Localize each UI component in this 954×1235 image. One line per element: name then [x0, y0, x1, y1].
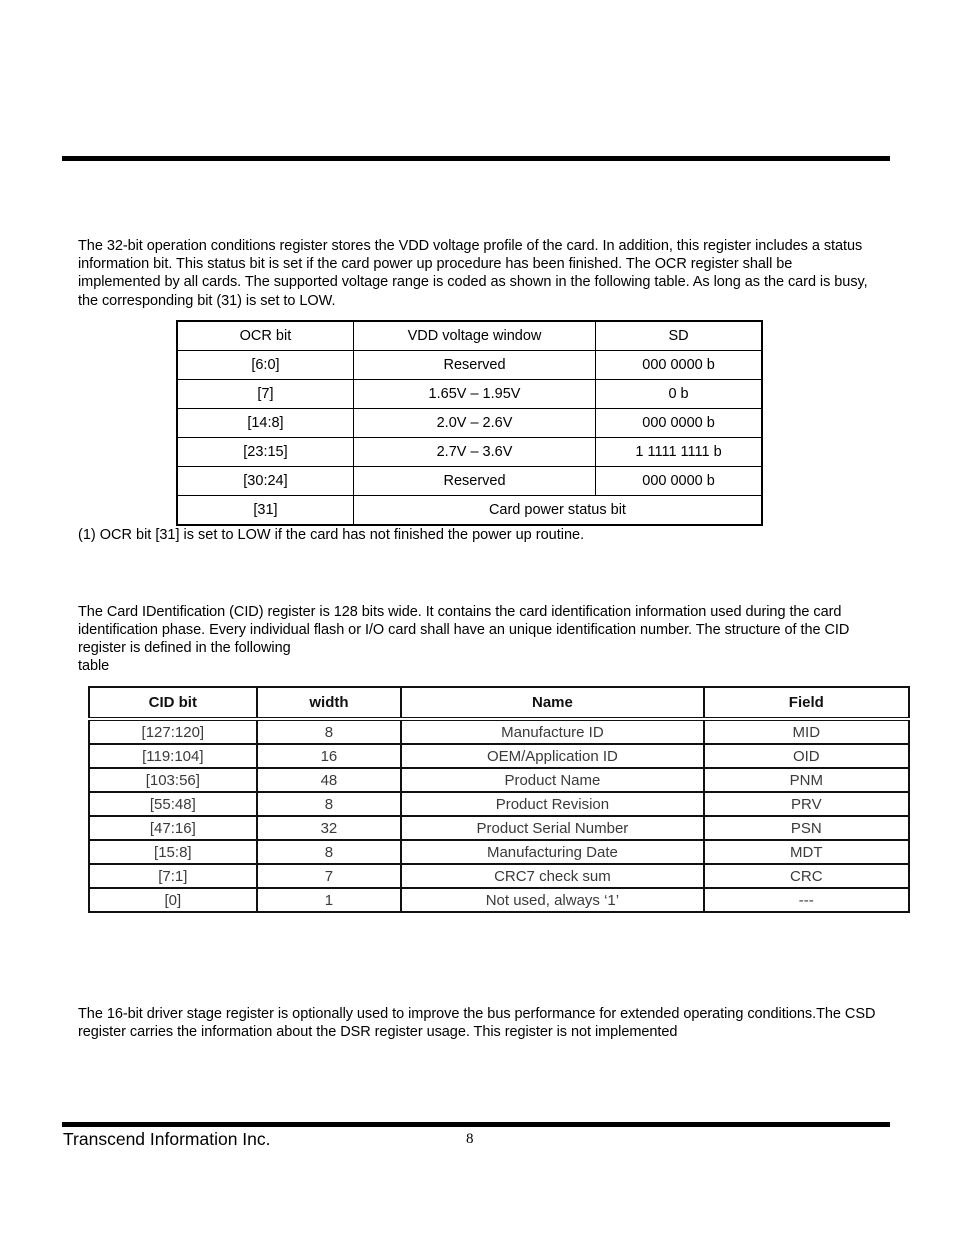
table-row — [177, 438, 762, 467]
table-row — [89, 816, 909, 840]
cid-bit: [103:56] — [89, 768, 257, 792]
ocr-bit: [14:8] — [177, 409, 353, 438]
table-row — [177, 467, 762, 496]
ocr-voltage: 2.7V – 3.6V — [353, 438, 595, 467]
cid-name: Manufacturing Date — [401, 840, 703, 864]
table-row — [89, 768, 909, 792]
ocr-sd: 0 b — [596, 380, 762, 409]
page-number: 8 — [466, 1131, 474, 1147]
ocr-bit: [23:15] — [177, 438, 353, 467]
cid-width: 8 — [257, 840, 402, 864]
cid-width: 8 — [257, 792, 402, 816]
ocr-sd: 000 0000 b — [596, 467, 762, 496]
cid-description: The Card IDentification (CID) register is 128 bits wide. It contains the card identification information used during the card identification phase. Every individual flash or I/O card shall have an unique identification number. The structure of the CID register is defined in the following — [78, 604, 850, 657]
cid-bit: [47:16] — [89, 816, 257, 840]
cid-width: 1 — [257, 888, 402, 912]
cid-name: Product Serial Number — [401, 816, 703, 840]
ocr-footnote: (1) OCR bit [31] is set to LOW if the card has not finished the power up routine. — [78, 527, 585, 543]
ocr-power-status: Card power status bit — [353, 496, 762, 526]
cid-name: Product Name — [401, 768, 703, 792]
ocr-sd: 000 0000 b — [596, 409, 762, 438]
ocr-header-sd: SD — [596, 321, 762, 351]
table-row — [89, 792, 909, 816]
cid-name: Product Revision — [401, 792, 703, 816]
ocr-voltage: 2.0V – 2.6V — [353, 409, 595, 438]
ocr-bit: [30:24] — [177, 467, 353, 496]
table-row — [177, 496, 762, 526]
cid-field: PSN — [704, 816, 909, 840]
ocr-voltage: Reserved — [353, 351, 595, 380]
table-row — [89, 888, 909, 912]
cid-name: Manufacture ID — [401, 719, 703, 744]
footer-rule — [62, 1122, 890, 1127]
ocr-table-header — [177, 321, 762, 351]
cid-field: OID — [704, 744, 909, 768]
ocr-header-bit: OCR bit — [177, 321, 353, 351]
ocr-sd: 1 1111 1111 b — [596, 438, 762, 467]
cid-field: PNM — [704, 768, 909, 792]
ocr-bit: [7] — [177, 380, 353, 409]
cid-width: 7 — [257, 864, 402, 888]
ocr-header-voltage: VDD voltage window — [353, 321, 595, 351]
table-row — [177, 351, 762, 380]
cid-field: MDT — [704, 840, 909, 864]
table-row — [89, 864, 909, 888]
table-row — [89, 744, 909, 768]
cid-bit: [119:104] — [89, 744, 257, 768]
ocr-sd: 000 0000 b — [596, 351, 762, 380]
cid-bit: [127:120] — [89, 719, 257, 744]
cid-field: --- — [704, 888, 909, 912]
footer-company: Transcend Information Inc. — [63, 1129, 271, 1149]
cid-width: 48 — [257, 768, 402, 792]
cid-bit: [15:8] — [89, 840, 257, 864]
table-row — [177, 409, 762, 438]
ocr-voltage: 1.65V – 1.95V — [353, 380, 595, 409]
table-row — [177, 380, 762, 409]
cid-width: 32 — [257, 816, 402, 840]
table-row — [89, 840, 909, 864]
cid-name: OEM/Application ID — [401, 744, 703, 768]
dsr-description: The 16-bit driver stage register is optionally used to improve the bus performance for extended operating conditions.The CSD register carries the information about the DSR register usage. This register is not implemented — [78, 1006, 876, 1041]
cid-bit: [7:1] — [89, 864, 257, 888]
ocr-table — [176, 320, 763, 526]
ocr-bit: [31] — [177, 496, 353, 526]
cid-name: Not used, always ‘1’ — [401, 888, 703, 912]
cid-header-name: Name — [401, 687, 703, 719]
cid-table-header — [89, 687, 909, 719]
table-row — [89, 719, 909, 744]
cid-header-width: width — [257, 687, 402, 719]
cid-header-field: Field — [704, 687, 909, 719]
cid-field: MID — [704, 719, 909, 744]
cid-name: CRC7 check sum — [401, 864, 703, 888]
ocr-voltage: Reserved — [353, 467, 595, 496]
cid-bit: [0] — [89, 888, 257, 912]
header-rule — [62, 156, 890, 161]
cid-width: 16 — [257, 744, 402, 768]
cid-header-bit: CID bit — [89, 687, 257, 719]
ocr-description: The 32-bit operation conditions register stores the VDD voltage profile of the card. In addition, this register includes a status information bit. This status bit is set if the card power up procedure has been finished. The OCR register shall be implemented by all cards. The supported voltage range is coded as shown in the following table. As long as the card is busy, the corresponding bit (31) is set to LOW. — [78, 238, 868, 309]
cid-bit: [55:48] — [89, 792, 257, 816]
cid-width: 8 — [257, 719, 402, 744]
cid-table — [88, 686, 910, 913]
cid-field: CRC — [704, 864, 909, 888]
cid-field: PRV — [704, 792, 909, 816]
cid-description-continuation: table — [78, 658, 110, 674]
ocr-bit: [6:0] — [177, 351, 353, 380]
